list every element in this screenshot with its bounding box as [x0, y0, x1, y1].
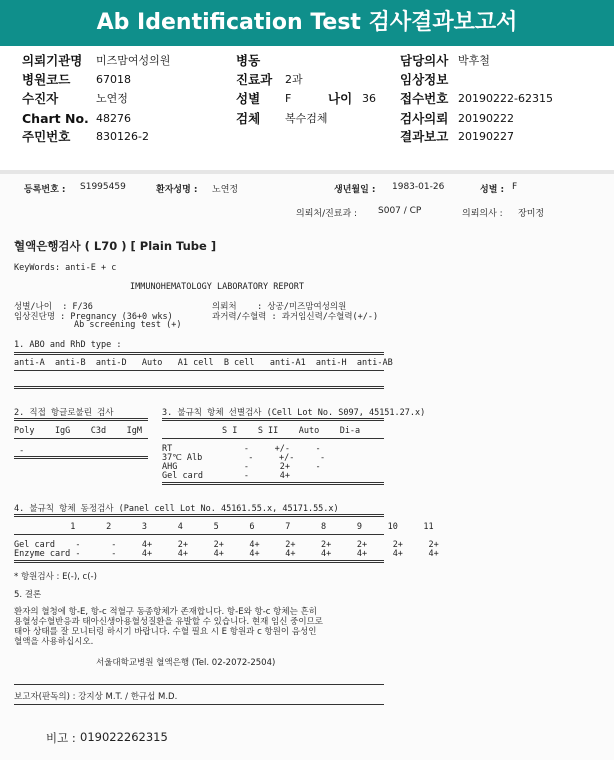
rule: [14, 352, 384, 355]
label-sex: 성별: [236, 91, 261, 106]
section-4-title: 4. 불규칙 항체 동정검사 (Panel cell Lot No. 45161.55.x, 45171.55.x): [14, 504, 339, 514]
doctor-value: 장미정: [518, 209, 545, 219]
doctor-label: 의뢰의사 :: [462, 209, 503, 219]
label-resident-no: 주민번호: [22, 129, 71, 144]
rule: [162, 418, 384, 421]
rule: [14, 684, 384, 685]
section-2-columns: Poly IgG C3d IgM: [14, 426, 142, 436]
header-row: [0, 89, 614, 108]
rule: [14, 560, 384, 563]
section-3-row: AHG - 2+ -: [162, 462, 321, 472]
section-4-row: Enzyme card - - 4+ 4+ 4+ 4+ 4+ 4+ 4+ 4+ 4+: [14, 549, 439, 559]
label-hospital-code: 병원코드: [22, 72, 71, 87]
label-department: 진료과: [236, 72, 273, 87]
rule: [14, 418, 148, 421]
section-4-columns: 1 2 3 4 5 6 7 8 9 10 11: [14, 522, 434, 532]
rule: [14, 704, 384, 705]
value-department: 2과: [285, 73, 303, 86]
section-3-row: Gel card - 4+: [162, 471, 290, 481]
reg-label: 등록번호 :: [24, 185, 66, 195]
section-3-row: 37℃ Alb - +/- -: [162, 453, 326, 463]
dob-value: 1983-01-26: [392, 182, 445, 192]
label-request-date: 검사의뢰: [400, 111, 449, 126]
header-row: [0, 109, 614, 128]
reg-value: S1995459: [80, 182, 126, 192]
reporter-line: 보고자(판독의) : 강지상 M.T. / 한규섭 M.D.: [14, 692, 178, 702]
header-info: [0, 46, 614, 174]
report-subtitle: IMMUNOHEMATOLOGY LABORATORY REPORT: [130, 282, 304, 292]
diagnosis-line-2: Ab screening test (+): [74, 320, 182, 330]
value-patient: 노연정: [96, 92, 128, 105]
value-report-date: 20190227: [458, 130, 514, 143]
section-3-row: RT - +/- -: [162, 444, 321, 454]
label-institution: 의뢰기관명: [22, 53, 83, 68]
note-label: 비고 :: [46, 731, 76, 745]
value-chart-no: 48276: [96, 112, 131, 125]
conclusion-line: 혈액을 사용하십시오.: [14, 637, 94, 647]
diagnosis-line: 임상진단명 : Pregnancy (36+0 wks): [14, 312, 173, 322]
section-1-columns: anti-A anti-B anti-D Auto A1 cell B cell anti-A1 anti-H anti-AB: [14, 358, 393, 368]
rule: [14, 514, 384, 517]
dept-label: 의뢰처/진료과 :: [296, 209, 358, 219]
value-hospital-code: 67018: [96, 73, 131, 86]
sex-value: F: [512, 182, 518, 192]
rule: [14, 456, 148, 459]
label-doctor: 담당의사: [400, 53, 449, 68]
conclusion-line: 환자의 혈청에 항-E, 항-c 적혈구 동종항체가 존재합니다. 항-E와 항-c 항체는 흔히: [14, 607, 317, 617]
section-2-values: -: [14, 446, 25, 456]
label-chart-no: Chart No.: [22, 111, 89, 126]
label-ward: 병동: [236, 53, 261, 68]
value-resident-no: 830126-2: [96, 130, 149, 143]
rule: [14, 438, 148, 439]
header-row: [0, 127, 614, 146]
conclusion-line: 용혈성수혈반응과 태아신생아용혈성질환을 유발할 수 있습니다. 현재 임신 중이므로: [14, 617, 324, 627]
dob-label: 생년월일 :: [334, 185, 376, 195]
scanned-report: [0, 174, 614, 760]
antigen-test: * 항원검사 : E(-), c(-): [14, 572, 97, 582]
section-3-columns: S I S II Auto Di-a: [222, 426, 361, 436]
exam-title: 혈액은행검사 ( L70 ) [ Plain Tube ]: [14, 239, 217, 253]
rule: [14, 370, 384, 371]
section-5-title: 5. 결론: [14, 590, 42, 600]
section-4-row: Gel card - - 4+ 2+ 2+ 4+ 2+ 2+ 2+ 2+ 2+: [14, 540, 439, 550]
rule: [162, 482, 384, 485]
value-sex: F: [285, 92, 292, 105]
dept-value: S007 / CP: [378, 206, 422, 216]
label-specimen: 검체: [236, 111, 261, 126]
note-value: 019022262315: [80, 730, 168, 744]
report-title: Ab Identification Test 검사결과보고서: [0, 0, 614, 46]
clinic-line: 의뢰처 : 상공/미즈맘여성의원: [212, 302, 347, 312]
section-3-title: 3. 불규칙 항체 선별검사 (Cell Lot No. S097, 45151.27.x): [162, 408, 426, 418]
header-row: [0, 51, 614, 70]
sex-age-line: 성별/나이 : F/36: [14, 302, 93, 312]
value-accession: 20190222-62315: [458, 92, 553, 105]
value-doctor: 박후철: [458, 54, 490, 67]
value-age: 36: [362, 92, 376, 105]
value-request-date: 20190222: [458, 112, 514, 125]
rule: [14, 534, 384, 535]
institution-line: 서울대학교병원 혈액은행 (Tel. 02-2072-2504): [96, 658, 276, 668]
label-patient: 수진자: [22, 91, 59, 106]
label-clinical-info: 임상정보: [400, 72, 449, 87]
rule: [162, 438, 384, 439]
patient-label: 환자성명 :: [156, 185, 198, 195]
keywords: KeyWords: anti-E + c: [14, 263, 117, 273]
value-specimen: 복수검체: [285, 112, 328, 125]
value-institution: 미즈맘여성의원: [96, 54, 171, 67]
section-1-title: 1. ABO and RhD type :: [14, 340, 122, 350]
patient-value: 노연정: [212, 185, 239, 195]
rule: [14, 386, 384, 389]
conclusion-line: 태아 상태를 잘 모니터링 하시기 바랍니다. 수혈 필요 시 E 항원과 c 항원이 음성인: [14, 627, 317, 637]
header-row: [0, 70, 614, 89]
label-age: 나이: [328, 91, 353, 106]
sex-label: 성별 :: [480, 185, 505, 195]
section-2-title: 2. 직접 항글로불린 검사: [14, 408, 114, 418]
label-accession: 접수번호: [400, 91, 449, 106]
label-report-date: 결과보고: [400, 129, 449, 144]
history-line: 과거력/수혈력 : 과거임신력/수혈력(+/-): [212, 312, 379, 322]
